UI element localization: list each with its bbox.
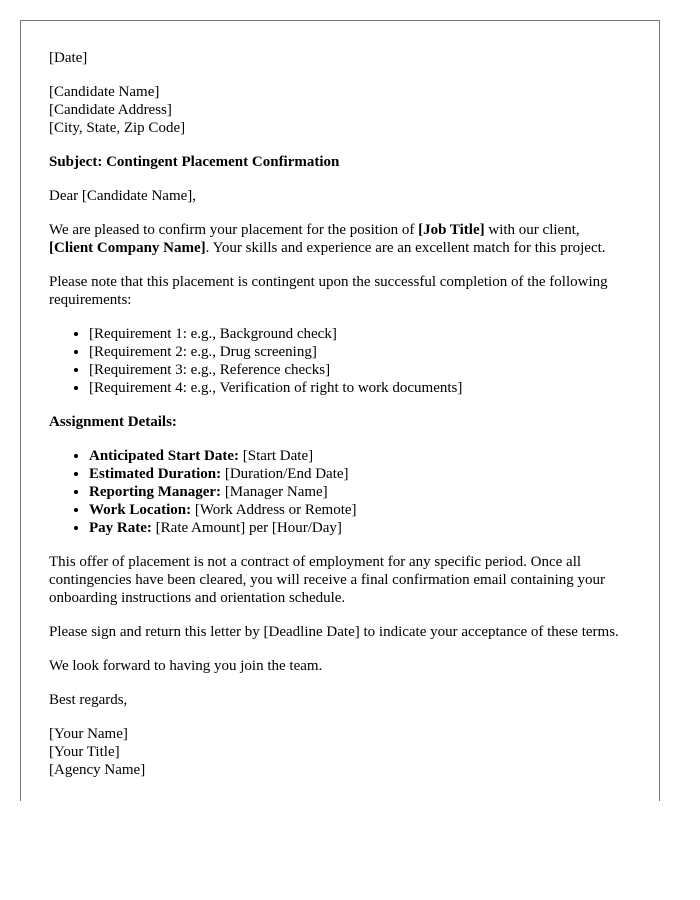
assignment-detail-item: [89, 447, 621, 465]
detail-value: [Start Date]: [238, 448, 314, 464]
requirement-item: • [Requirement 3: e.g., Reference checks]: [89, 361, 621, 379]
client-company-placeholder: [Client Company Name]: [49, 240, 206, 256]
detail-label: Pay Rate:: [89, 520, 152, 536]
letter-subject: Subject: Contingent Placement Confirmation: [49, 154, 340, 170]
detail-value: [Duration/End Date]: [221, 466, 349, 482]
requirement-item: • [Requirement 2: e.g., Drug screening]: [89, 343, 621, 361]
detail-value: [Work Address or Remote]: [191, 502, 357, 518]
sender-title: [Your Title]: [49, 744, 120, 760]
requirements-list: [49, 325, 621, 397]
salutation: Dear [Candidate Name],: [49, 188, 197, 204]
intro-text-1: We are pleased to confirm your placement for the position of: [49, 222, 419, 238]
offer-note: This offer of placement is not a contract of employment for any specific period. Once all contingencies have been cleared, you will receive a final confirmation email containing your onboarding instructions and orientation schedule.: [49, 554, 606, 606]
recipient-city: [City, State, Zip Code]: [49, 120, 186, 136]
sender-agency: [Agency Name]: [49, 762, 146, 778]
letter-date: [Date]: [49, 50, 88, 66]
intro-text-3: . Your skills and experience are an excellent match for this project.: [205, 240, 606, 256]
closing-line: We look forward to having you join the team.: [49, 658, 323, 674]
sign-request: Please sign and return this letter by [Deadline Date] to indicate your acceptance of these terms.: [49, 624, 619, 640]
assignment-detail-item: [89, 501, 621, 519]
intro-paragraph: [49, 221, 621, 257]
job-title-placeholder: [Job Title]: [418, 222, 485, 238]
detail-label: Work Location:: [89, 502, 192, 518]
assignment-detail-item: [89, 483, 621, 501]
requirement-item: • [Requirement 1: e.g., Background check]: [89, 325, 621, 343]
signature-block: [49, 725, 621, 779]
requirement-item: • [Requirement 4: e.g., Verification of right to work documents]: [89, 379, 621, 397]
detail-label: Reporting Manager:: [89, 484, 222, 500]
sign-off: Best regards,: [49, 692, 128, 708]
assignment-heading: Assignment Details:: [49, 414, 177, 430]
sender-name: [Your Name]: [49, 726, 128, 742]
detail-value: [Rate Amount] per [Hour/Day]: [151, 520, 342, 536]
assignment-details-list: [49, 447, 621, 537]
recipient-address: [Candidate Address]: [49, 102, 172, 118]
recipient-block: [49, 83, 621, 137]
assignment-detail-item: [89, 519, 621, 537]
requirements-intro: Please note that this placement is contingent upon the successful completion of the following requirements:: [49, 274, 608, 308]
detail-value: [Manager Name]: [221, 484, 328, 500]
letter-body: [49, 49, 621, 795]
letter-page: [20, 20, 660, 801]
recipient-name: [Candidate Name]: [49, 84, 160, 100]
intro-text-2: with our client,: [484, 222, 580, 238]
detail-label: Anticipated Start Date:: [89, 448, 239, 464]
detail-label: Estimated Duration:: [89, 466, 222, 482]
assignment-detail-item: [89, 465, 621, 483]
